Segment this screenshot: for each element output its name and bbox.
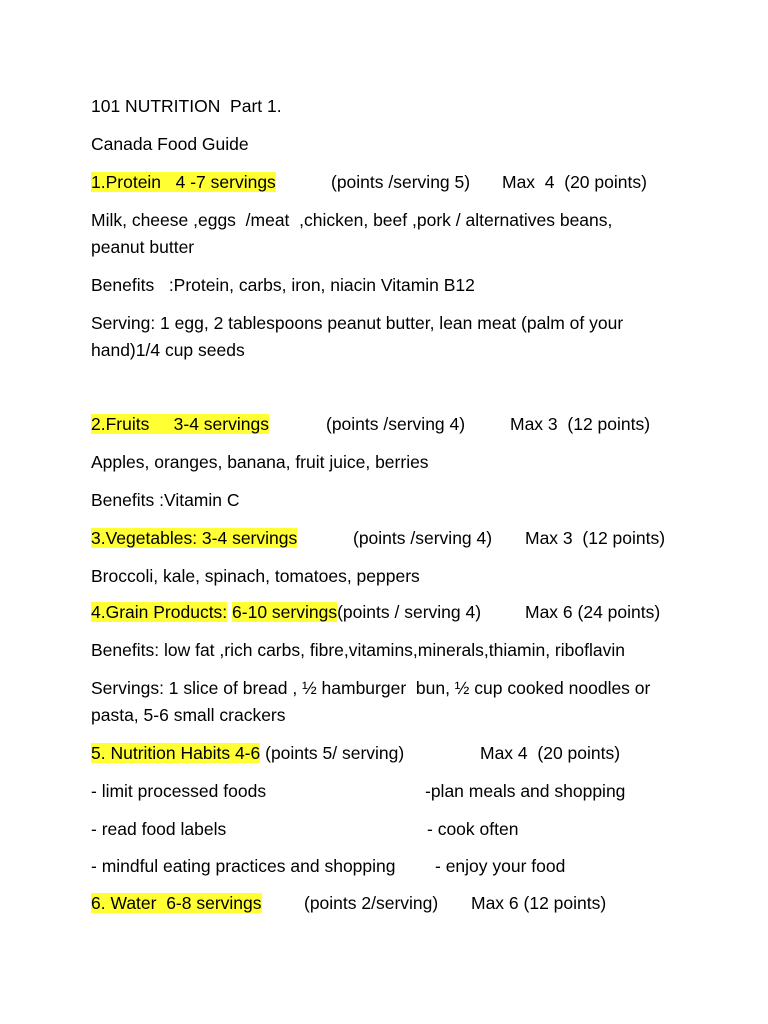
protein-examples: Milk, cheese ,eggs /meat ,chicken, beef ,pork / alternatives beans, — [91, 210, 613, 230]
grains-max: Max 6 (24 points) — [525, 602, 661, 622]
habit-item: - cook often — [427, 819, 519, 839]
protein-max: Max 4 (20 points) — [502, 172, 647, 192]
habits-points: (points 5/ serving) — [265, 743, 405, 763]
habits-max: Max 4 (20 points) — [480, 743, 621, 763]
grains-row — [91, 601, 481, 623]
grains-heading: 4.Grain Products: — [91, 602, 228, 622]
vegetables-row — [91, 527, 297, 549]
vegetables-max: Max 3 (12 points) — [525, 528, 666, 548]
habit-item: - enjoy your food — [435, 856, 566, 876]
water-row — [91, 892, 262, 914]
fruits-points: (points /serving 4) — [326, 414, 466, 434]
protein-serving-cont: hand)1/4 cup seeds — [91, 340, 245, 360]
protein-benefits: Benefits :Protein, carbs, iron, niacin Vitamin B12 — [91, 275, 475, 295]
habit-item: - read food labels — [91, 819, 227, 839]
habit-item: - mindful eating practices and shopping — [91, 856, 396, 876]
page-title: 101 NUTRITION Part 1. — [91, 96, 282, 116]
grains-servings-cont: pasta, 5-6 small crackers — [91, 705, 286, 725]
fruits-row — [91, 413, 269, 435]
habits-row — [91, 742, 404, 764]
vegetables-points: (points /serving 4) — [353, 528, 493, 548]
grains-points: (points / serving 4) — [337, 602, 482, 622]
water-max: Max 6 (12 points) — [471, 893, 607, 913]
protein-heading: 1.Protein 4 -7 servings — [91, 172, 276, 192]
protein-serving: Serving: 1 egg, 2 tablespoons peanut butter, lean meat (palm of your — [91, 313, 624, 333]
protein-examples-cont: peanut butter — [91, 237, 195, 257]
habit-item: -plan meals and shopping — [425, 781, 626, 801]
page-subtitle: Canada Food Guide — [91, 134, 249, 154]
water-heading: 6. Water 6-8 servings — [91, 893, 262, 913]
fruits-max: Max 3 (12 points) — [510, 414, 651, 434]
habits-heading: 5. Nutrition Habits 4-6 — [91, 743, 261, 763]
grains-servings-text: Servings: 1 slice of bread , ½ hamburger bun, ½ cup cooked noodles or — [91, 678, 651, 698]
fruits-heading: 2.Fruits 3-4 servings — [91, 414, 269, 434]
water-points: (points 2/serving) — [304, 893, 439, 913]
vegetables-examples: Broccoli, kale, spinach, tomatoes, peppers — [91, 566, 420, 586]
habit-item: - limit processed foods — [91, 781, 267, 801]
protein-points: (points /serving 5) — [331, 172, 471, 192]
fruits-benefits: Benefits :Vitamin C — [91, 490, 240, 510]
grains-servings: 6-10 servings — [232, 602, 338, 622]
fruits-examples: Apples, oranges, banana, fruit juice, berries — [91, 452, 429, 472]
grains-benefits: Benefits: low fat ,rich carbs, fibre,vitamins,minerals,thiamin, riboflavin — [91, 640, 625, 660]
vegetables-heading: 3.Vegetables: 3-4 servings — [91, 528, 298, 548]
protein-row — [91, 171, 276, 193]
